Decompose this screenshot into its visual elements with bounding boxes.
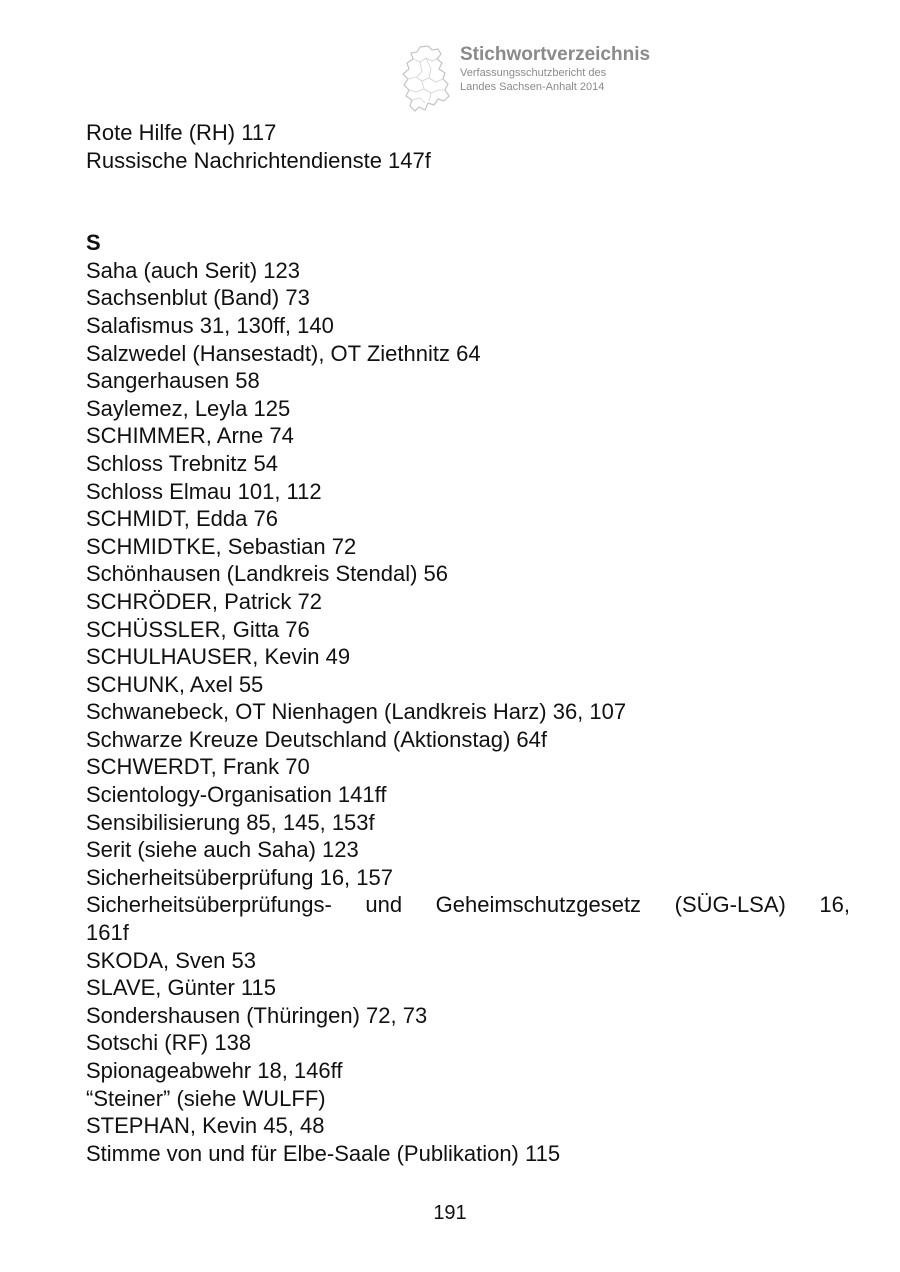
index-entry: Sensibilisierung 85, 145, 153f — [86, 809, 375, 835]
index-entry: Schwanebeck, OT Nienhagen (Landkreis Harz) 36, 107 — [86, 699, 627, 725]
saxony-anhalt-map-icon — [398, 44, 460, 114]
index-entry: SCHMIDTKE, Sebastian 72 — [86, 533, 357, 559]
index-entry-wrapped-line2: 161f — [86, 920, 129, 946]
index-entry: Schwarze Kreuze Deutschland (Aktionstag) 64f — [86, 726, 548, 752]
index-entry: Salzwedel (Hansestadt), OT Ziethnitz 64 — [86, 340, 481, 366]
index-entry: SCHÜSSLER, Gitta 76 — [86, 616, 310, 642]
index-entry: Sotschi (RF) 138 — [86, 1030, 252, 1056]
index-entry: SCHWERDT, Frank 70 — [86, 754, 310, 780]
index-entry: Salafismus 31, 130ff, 140 — [86, 312, 334, 338]
index-content — [86, 119, 850, 1167]
index-entry: Sangerhausen 58 — [86, 368, 260, 394]
index-entry: Sicherheitsüberprüfung 16, 157 — [86, 864, 393, 890]
index-entry: Saha (auch Serit) 123 — [86, 257, 301, 283]
index-entry: SCHIMMER, Arne 74 — [86, 423, 294, 449]
index-entry: Schloss Trebnitz 54 — [86, 450, 278, 476]
index-entry: Saylemez, Leyla 125 — [86, 395, 291, 421]
section-letter: S — [86, 230, 101, 256]
index-entry: Spionageabwehr 18, 146ff — [86, 1058, 343, 1083]
index-entry: Schloss Elmau 101, 112 — [86, 478, 322, 504]
index-entry: Rote Hilfe (RH) 117 — [86, 120, 277, 145]
index-entry: Schönhausen (Landkreis Stendal) 56 — [86, 561, 449, 587]
index-entry: SCHRÖDER, Patrick 72 — [86, 588, 322, 614]
page-header — [398, 40, 698, 114]
index-entry: SCHUNK, Axel 55 — [86, 671, 264, 697]
page-number: 191 — [433, 1202, 467, 1224]
header-title: Stichwortverzeichnis — [460, 44, 651, 65]
index-entry: Scientology-Organisation 141ff — [86, 782, 387, 808]
index-entry: Russische Nachrichtendienste 147f — [86, 147, 431, 173]
index-entry: SCHULHAUSER, Kevin 49 — [86, 644, 351, 670]
index-entry: Stimme von und für Elbe-Saale (Publikation) 115 — [86, 1140, 561, 1166]
index-entry: SCHMIDT, Edda 76 — [86, 506, 278, 532]
index-entry: Sondershausen (Thüringen) 72, 73 — [86, 1002, 428, 1028]
index-entry: “Steiner” (siehe WULFF) — [86, 1085, 326, 1111]
header-subtitle-line2: Landes Sachsen-Anhalt 2014 — [460, 81, 605, 93]
header-subtitle-line1: Verfassungsschutzbericht des — [460, 67, 607, 79]
index-entry: SKODA, Sven 53 — [86, 947, 256, 973]
index-entry: Serit (siehe auch Saha) 123 — [86, 837, 359, 863]
index-entry: SLAVE, Günter 115 — [86, 975, 276, 1001]
index-entry-wrapped-line1: Sicherheitsüberprüfungs- und Geheimschutzgesetz (SÜG-LSA) 16, — [86, 892, 850, 918]
index-entry: Sachsenblut (Band) 73 — [86, 285, 310, 311]
index-entry: STEPHAN, Kevin 45, 48 — [86, 1113, 325, 1139]
